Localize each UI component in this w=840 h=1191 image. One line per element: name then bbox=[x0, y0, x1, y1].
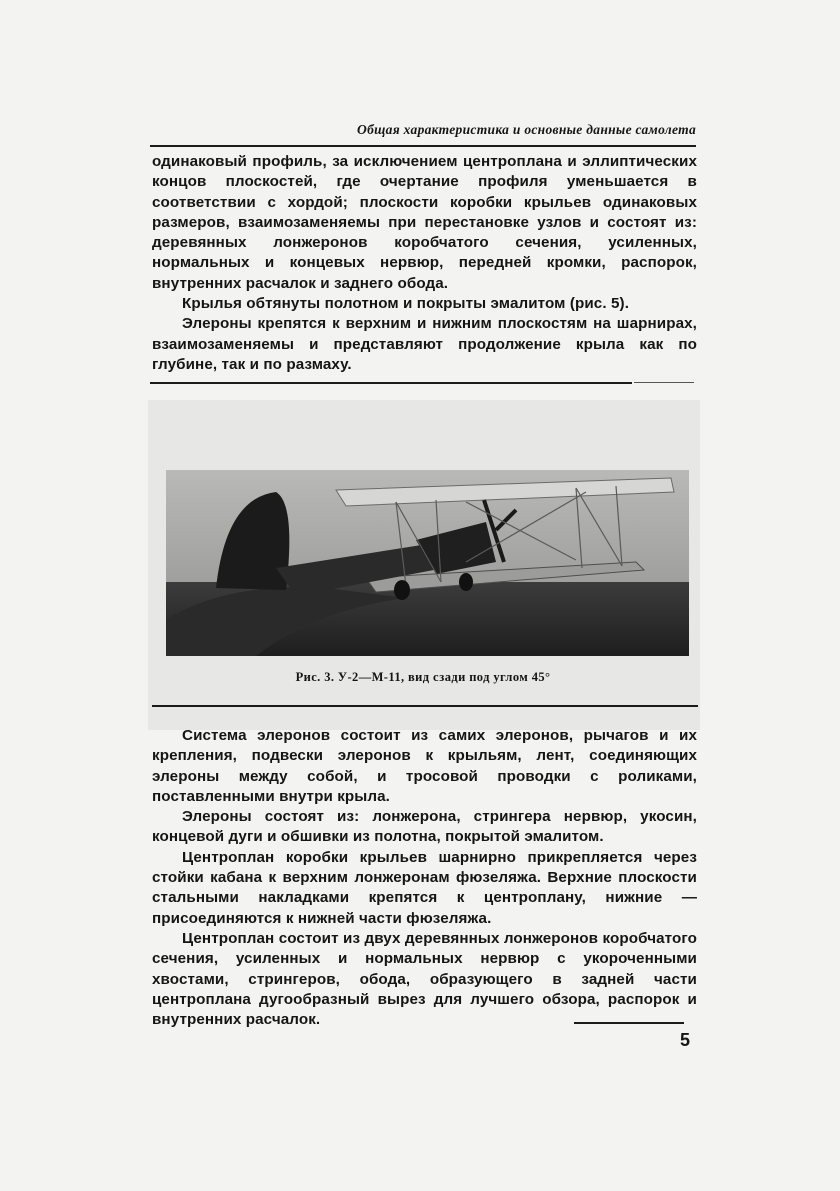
paragraph: Центроплан коробки крыльев шарнирно прикрепляется через стойки кабана к верхним лонжеронам фюзеляжа. Верхние плоскости стальными накладками крепятся к центроплану, нижние — присоединяются к нижней части фюзеляжа. bbox=[152, 848, 697, 927]
paragraph: одинаковый профиль, за исключением центроплана и эллиптических концов плоскостей, где очертание профиля уменьшается в соответствии с хордой; плоскости коробки крыльев одинаковых размеров, взаимозаменяемы при перестановке узлов и состоят из: деревянных лонжеронов коробчатого сечения, усиленных, нормальных и концевых нервюр, передней кромки, распорок, внутренних расчалок и заднего обода. bbox=[152, 153, 697, 292]
paragraph: Система элеронов состоит из самих элеронов, рычагов и их крепления, подвески элеронов к крыльям, лент, соединяющих элероны между собой, и тросовой проводки с роликами, поставленными внутри крыла. bbox=[152, 727, 697, 805]
header-rule bbox=[150, 145, 696, 147]
biplane-photo bbox=[166, 470, 689, 656]
section-divider-tail bbox=[634, 382, 694, 383]
section-divider bbox=[150, 382, 632, 384]
figure-caption: Рис. 3. У-2—М-11, вид сзади под углом 45° bbox=[295, 670, 551, 684]
text-section-1 bbox=[152, 152, 697, 375]
paragraph: Крылья обтянуты полотном и покрыты эмалитом (рис. 5). bbox=[182, 295, 630, 313]
caption-rule bbox=[152, 705, 698, 707]
text-section-2 bbox=[152, 726, 697, 1030]
paragraph: Центроплан состоит из двух деревянных лонжеронов коробчатого сечения, усиленных и нормальных нервюр с укороченными хвостами, стрингеров, обода, образующего в задней части центроплана дугообразный вырез для лучшего обзора, распорок и внутренних расчалок. bbox=[152, 929, 697, 1029]
paragraph: Элероны крепятся к верхним и нижним плоскостям на шарнирах, взаимозаменяемы и представляют продолжение крыла как по глубине, так и по размаху. bbox=[152, 315, 697, 373]
running-header: Общая характеристика и основные данные самолета bbox=[357, 122, 696, 137]
page-number: 5 bbox=[679, 1030, 690, 1050]
end-rule bbox=[574, 1022, 684, 1024]
paragraph: Элероны состоят из: лонжерона, стрингера нервюр, укосин, концевой дуги и обшивки из полотна, покрытой эмалитом. bbox=[152, 808, 697, 846]
